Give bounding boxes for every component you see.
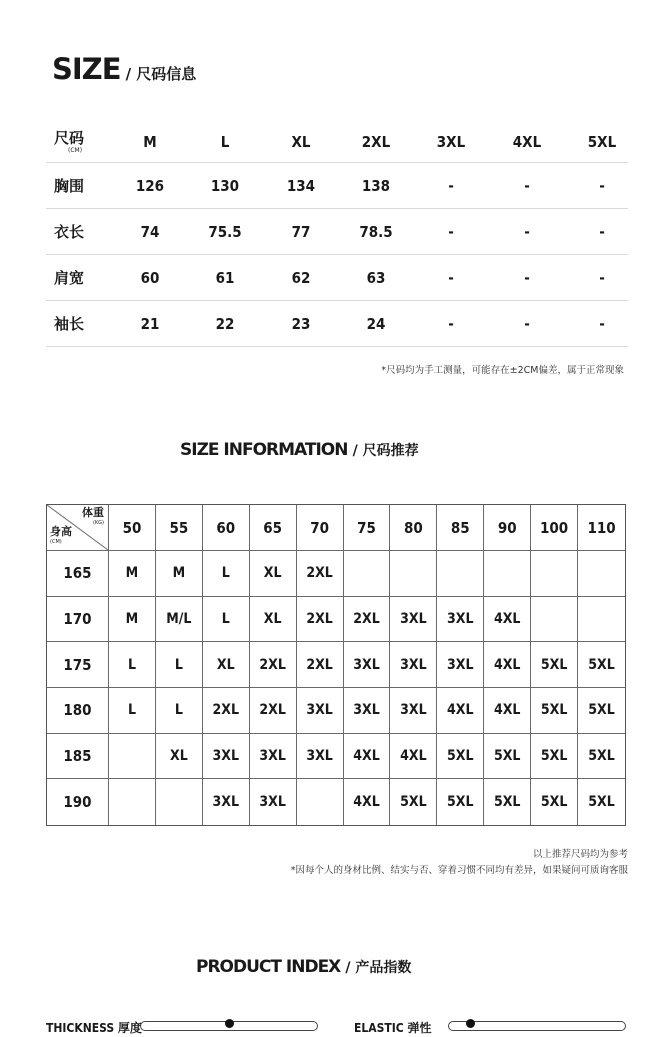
- corner-weight-text: 体重: [82, 506, 104, 519]
- grid-corner: [47, 505, 109, 551]
- info-title-sub: / 尺码推荐: [352, 443, 419, 459]
- recommend-cell: XL: [156, 734, 203, 780]
- recommend-cell: 3XL: [344, 642, 391, 688]
- size-cell: 63: [366, 268, 386, 287]
- size-cell: -: [524, 176, 530, 195]
- recommend-cell: 2XL: [344, 597, 391, 643]
- recommend-cell: [109, 779, 156, 825]
- weight-header: 110: [578, 505, 625, 551]
- recommend-cell: 5XL: [531, 734, 578, 780]
- recommend-cell: 2XL: [203, 688, 250, 734]
- recommend-cell: XL: [250, 597, 297, 643]
- recommend-cell: 5XL: [578, 688, 625, 734]
- recommend-cell: M: [109, 551, 156, 597]
- recommend-cell: 5XL: [578, 642, 625, 688]
- recommend-cell: 4XL: [484, 642, 531, 688]
- size-cell: 24: [366, 314, 386, 333]
- size-title-main: SIZE: [52, 52, 121, 86]
- size-cell: -: [599, 268, 605, 287]
- recommend-cell: 4XL: [437, 688, 484, 734]
- recommend-cell: [297, 779, 344, 825]
- recommend-cell: [531, 551, 578, 597]
- recommend-cell: 4XL: [344, 734, 391, 780]
- recommend-cell: 3XL: [203, 779, 250, 825]
- index-title-sub: / 产品指数: [345, 960, 412, 976]
- recommend-cell: L: [156, 642, 203, 688]
- thickness-label: THICKNESS 厚度: [46, 1021, 142, 1035]
- weight-header: 60: [203, 505, 250, 551]
- height-row-header: 170: [47, 597, 109, 643]
- recommend-cell: L: [156, 688, 203, 734]
- recommend-cell: XL: [250, 551, 297, 597]
- weight-header: 50: [109, 505, 156, 551]
- size-cell: 60: [140, 268, 160, 287]
- elastic-label: ELASTIC 弹性: [354, 1021, 432, 1035]
- recommend-cell: 3XL: [390, 688, 437, 734]
- recommend-note-2: *因每个人的身材比例、结实与否、穿着习惯不同均有差异，如果疑问可质询客服: [290, 865, 628, 876]
- corner-height-text: 身高: [50, 525, 72, 538]
- size-title-sub: / 尺码信息: [125, 65, 197, 83]
- elastic-slider-handle[interactable]: [466, 1019, 475, 1028]
- size-cell: -: [524, 222, 530, 241]
- recommend-cell: 3XL: [297, 688, 344, 734]
- info-title: [180, 440, 419, 460]
- size-col-header: 4XL: [512, 133, 542, 151]
- recommend-cell: 5XL: [588, 794, 615, 811]
- size-cell: 138: [361, 176, 391, 195]
- recommend-cell: [109, 734, 156, 780]
- size-cell: 61: [215, 268, 235, 287]
- recommend-cell: 5XL: [390, 779, 437, 825]
- index-title: [196, 957, 411, 977]
- size-note: *尺码均为手工测量，可能存在±2CM偏差，属于正常现象: [381, 365, 624, 376]
- recommend-cell: M: [109, 597, 156, 643]
- size-header-label: [54, 120, 84, 160]
- size-cell: 126: [135, 176, 165, 195]
- size-table: [46, 122, 628, 347]
- size-table-header: [46, 122, 628, 163]
- size-cell: 134: [286, 176, 316, 195]
- size-cell: 78.5: [359, 222, 393, 241]
- recommend-cell: 5XL: [437, 734, 484, 780]
- size-cell: 77: [291, 222, 311, 241]
- recommend-cell: [390, 551, 437, 597]
- size-col-header: L: [220, 133, 230, 151]
- weight-header: 90: [484, 505, 531, 551]
- recommend-cell: 3XL: [250, 734, 297, 780]
- recommend-cell: 3XL: [437, 642, 484, 688]
- recommend-cell: L: [109, 688, 156, 734]
- height-row-header: 190: [47, 779, 109, 825]
- recommend-cell: 3XL: [297, 734, 344, 780]
- size-table-row: [46, 301, 628, 347]
- recommend-cell: M/L: [156, 597, 203, 643]
- weight-header: 65: [250, 505, 297, 551]
- size-header-text: 尺码: [54, 128, 85, 147]
- weight-header: 55: [156, 505, 203, 551]
- recommend-cell: 3XL: [203, 734, 250, 780]
- recommend-cell: L: [203, 551, 250, 597]
- size-col-header: XL: [291, 133, 311, 151]
- size-cell: -: [524, 314, 530, 333]
- corner-weight: [82, 507, 104, 529]
- recommend-cell: L: [203, 597, 250, 643]
- size-header-unit: (CM): [68, 146, 83, 154]
- size-title: [52, 52, 196, 86]
- size-cell: -: [524, 268, 530, 287]
- thickness-slider-handle[interactable]: [225, 1019, 234, 1028]
- recommend-cell: 4XL: [390, 734, 437, 780]
- recommend-cell: 4XL: [484, 597, 531, 643]
- size-recommend-grid: [46, 504, 626, 826]
- thickness-slider[interactable]: [140, 1021, 318, 1031]
- recommend-cell: 2XL: [250, 688, 297, 734]
- recommend-cell: M: [156, 551, 203, 597]
- size-col-header: 2XL: [361, 133, 391, 151]
- weight-header: 75: [344, 505, 391, 551]
- index-title-main: PRODUCT INDEX: [196, 957, 341, 977]
- recommend-cell: [344, 551, 391, 597]
- height-row-header: 175: [47, 642, 109, 688]
- recommend-cell: 2XL: [250, 642, 297, 688]
- recommend-cell: 5XL: [531, 779, 578, 825]
- size-cell: 23: [291, 314, 311, 333]
- recommend-cell: L: [109, 642, 156, 688]
- recommend-cell: [484, 551, 531, 597]
- recommend-cell: 3XL: [250, 779, 297, 825]
- height-row-header: 180: [47, 688, 109, 734]
- weight-header: 100: [531, 505, 578, 551]
- height-row-header: 185: [47, 734, 109, 780]
- size-row-label: 衣长: [54, 223, 85, 241]
- recommend-cell: 2XL: [297, 597, 344, 643]
- recommend-cell: 3XL: [390, 642, 437, 688]
- size-cell: -: [448, 268, 454, 287]
- size-row-label: 肩宽: [54, 269, 85, 287]
- recommend-cell: [156, 779, 203, 825]
- recommend-cell: [437, 551, 484, 597]
- recommend-cell: 5XL: [578, 734, 625, 780]
- size-cell: 22: [215, 314, 235, 333]
- weight-header: 70: [297, 505, 344, 551]
- size-row-label: 袖长: [54, 315, 85, 333]
- size-col-header: 3XL: [436, 133, 466, 151]
- recommend-note-1: 以上推荐尺码均为参考: [532, 849, 628, 860]
- size-cell: -: [448, 176, 454, 195]
- recommend-cell: 2XL: [297, 551, 344, 597]
- size-cell: -: [599, 314, 605, 333]
- elastic-slider[interactable]: [448, 1021, 626, 1031]
- size-table-row: [46, 255, 628, 301]
- size-row-label: 胸围: [54, 177, 85, 195]
- recommend-cell: [578, 551, 625, 597]
- corner-weight-unit: (KG): [92, 520, 104, 526]
- size-table-row: [46, 209, 628, 255]
- info-title-main: SIZE INFORMATION: [180, 440, 348, 460]
- corner-height-unit: (CM): [50, 539, 62, 545]
- size-cell: 130: [210, 176, 240, 195]
- size-cell: -: [599, 222, 605, 241]
- size-table-row: [46, 163, 628, 209]
- size-cell: -: [599, 176, 605, 195]
- weight-header: 85: [437, 505, 484, 551]
- recommend-cell: 3XL: [390, 597, 437, 643]
- size-cell: 74: [140, 222, 160, 241]
- size-cell: 62: [291, 268, 311, 287]
- recommend-cell: 4XL: [344, 779, 391, 825]
- weight-header: 80: [390, 505, 437, 551]
- recommend-cell: 4XL: [484, 688, 531, 734]
- recommend-cell: 5XL: [484, 779, 531, 825]
- recommend-cell: 3XL: [344, 688, 391, 734]
- recommend-cell: [531, 597, 578, 643]
- height-row-header: 165: [47, 551, 109, 597]
- recommend-cell: XL: [203, 642, 250, 688]
- recommend-cell: 5XL: [531, 688, 578, 734]
- size-col-header: M: [143, 133, 157, 151]
- size-cell: 21: [140, 314, 160, 333]
- recommend-cell: 3XL: [437, 597, 484, 643]
- size-cell: -: [448, 314, 454, 333]
- size-cell: 75.5: [208, 222, 242, 241]
- recommend-cell: 5XL: [437, 779, 484, 825]
- recommend-cell: [578, 597, 625, 643]
- recommend-cell: 5XL: [531, 642, 578, 688]
- size-col-header: 5XL: [587, 133, 617, 151]
- recommend-cell: 5XL: [484, 734, 531, 780]
- corner-height: [50, 526, 72, 548]
- size-cell: -: [448, 222, 454, 241]
- recommend-cell: 2XL: [297, 642, 344, 688]
